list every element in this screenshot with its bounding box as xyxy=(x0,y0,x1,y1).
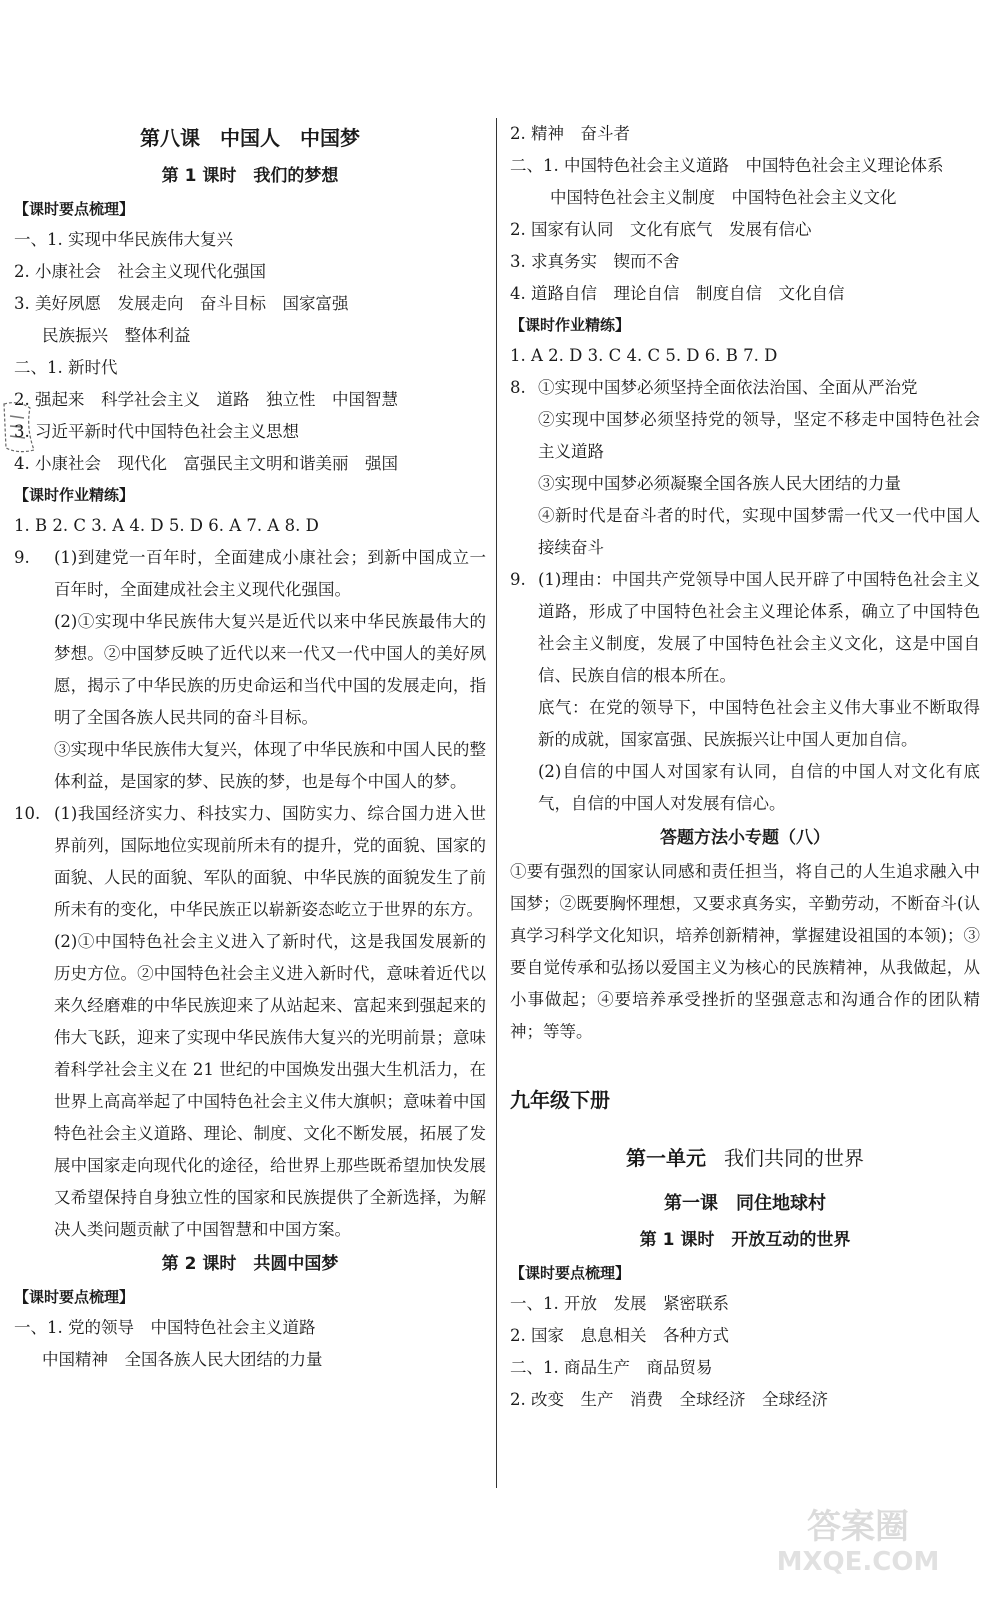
period-heading: 第 2 课时 共圆中国梦 xyxy=(161,1254,339,1274)
answer-paragraph: 底气：在党的领导下，中国特色社会主义伟大事业不断取得新的成就，国家富强、民族振兴让中国人更加自信。 xyxy=(538,698,980,749)
point-line: 2. 国家有认同 文化有底气 发展有信心 xyxy=(510,220,812,239)
answer-q9 xyxy=(14,542,486,798)
point-line: 3. 习近平新时代中国特色社会主义思想 xyxy=(14,422,299,441)
grade-heading: 九年级下册 xyxy=(510,1088,610,1112)
section-label: 【课时要点梳理】 xyxy=(14,200,135,218)
answer-paragraph: (2)①实现中华民族伟大复兴是近代以来中华民族最伟大的梦想。②中国梦反映了近代以来一代又一代中国人的美好夙愿，揭示了中华民族的历史命运和当代中国的发展走向，指明了全国各族人民共同的奋斗目标。 xyxy=(54,612,486,727)
column-divider xyxy=(496,118,497,1488)
point-line: 3. 美好夙愿 发展走向 奋斗目标 国家富强 xyxy=(14,294,349,313)
point-line: 二、1. 中国特色社会主义道路 中国特色社会主义理论体系 xyxy=(510,156,944,175)
watermark-logo xyxy=(738,1498,978,1578)
unit-name: 我们共同的世界 xyxy=(724,1146,864,1170)
question-number: 9. xyxy=(14,548,30,567)
svg-text:MXQE.COM: MXQE.COM xyxy=(776,1547,940,1577)
lesson-heading: 第一课 同住地球村 xyxy=(664,1193,826,1214)
point-line: 4. 小康社会 现代化 富强民主文明和谐美丽 强国 xyxy=(14,454,398,473)
answer-paragraph: ③实现中华民族伟大复兴，体现了中华民族和中国人民的整体利益，是国家的梦、民族的梦，也是每个中国人的梦。 xyxy=(54,740,486,791)
answer-paragraph: (2)自信的中国人对国家有认同，自信的中国人对文化有底气，自信的中国人对发展有信心。 xyxy=(538,762,980,813)
lesson-heading: 第八课 中国人 中国梦 xyxy=(140,126,360,150)
answer-paragraph: ④新时代是奋斗者的时代，实现中国梦需一代又一代中国人接续奋斗 xyxy=(538,506,980,557)
svg-text:答案圈: 答案圈 xyxy=(807,1507,909,1547)
answer-paragraph: ③实现中国梦必须凝聚全国各族人民大团结的力量 xyxy=(538,474,901,493)
point-line: 一、1. 实现中华民族伟大复兴 xyxy=(14,230,233,249)
point-line: 2. 小康社会 社会主义现代化强国 xyxy=(14,262,266,281)
point-line: 2. 精神 奋斗者 xyxy=(510,124,630,143)
point-line: 3. 求真务实 锲而不舍 xyxy=(510,252,680,271)
unit-heading xyxy=(510,1130,980,1186)
answer-paragraph: ①实现中国梦必须坚持全面依法治国、全面从严治党 xyxy=(538,378,918,397)
point-line: 2. 国家 息息相关 各种方式 xyxy=(510,1326,729,1345)
point-line: 中国特色社会主义制度 中国特色社会主义文化 xyxy=(550,188,897,207)
answer-q10 xyxy=(14,798,486,1246)
period-heading: 第 1 课时 我们的梦想 xyxy=(161,166,339,186)
left-column xyxy=(14,118,486,1376)
answer-q8 xyxy=(510,372,980,564)
answer-paragraph: (1)到建党一百年时，全面建成小康社会；到新中国成立一百年时，全面建成社会主义现代化强国。 xyxy=(54,548,486,599)
answer-paragraph: (1)理由：中国共产党领导中国人民开辟了中国特色社会主义道路，形成了中国特色社会主义理论体系，确立了中国特色社会主义制度，发展了中国特色社会主义文化，这是中国自信、民族自信的根本所在。 xyxy=(538,570,980,685)
question-number: 10. xyxy=(14,804,41,823)
right-column xyxy=(510,118,980,1416)
method-paragraph: ①要有强烈的国家认同感和责任担当，将自己的人生追求融入中国梦；②既要胸怀理想，又要求真务实，辛勤劳动，不断奋斗(认真学习科学文化知识，培养创新精神，掌握建设祖国的本领)；③要自觉传承和弘扬以爱国主义为核心的民族精神，从我做起，从小事做起；④要培养承受挫折的坚强意志和沟通合作的团队精神；等等。 xyxy=(510,862,980,1041)
question-number: 9. xyxy=(510,570,526,589)
point-line: 二、1. 商品生产 商品贸易 xyxy=(510,1358,713,1377)
question-number: 8. xyxy=(510,378,526,397)
unit-number: 第一单元 xyxy=(626,1146,706,1170)
section-label: 【课时作业精练】 xyxy=(510,316,631,334)
answer-paragraph: ②实现中国梦必须坚持党的领导，坚定不移走中国特色社会主义道路 xyxy=(538,410,980,461)
point-line: 民族振兴 整体利益 xyxy=(42,326,191,345)
answer-paragraph: (2)①中国特色社会主义进入了新时代，这是我国发展新的历史方位。②中国特色社会主义进入新时代，意味着近代以来久经磨难的中华民族迎来了从站起来、富起来到强起来的伟大飞跃，迎来了实现中华民族伟大复兴的光明前景；意味着科学社会主义在 21 世纪的中国焕发出强大生机活力，在世界上高高举起了中国特色社会主义伟大旗帜；意味着中国特色社会主义道路、理论、制度、文化不断发展，拓展了发展中国家走向现代化的途径，给世界上那些既希望加快发展又希望保持自身独立性的国家和民族提供了全新选择，为解决人类问题贡献了中国智慧和中国方案。 xyxy=(54,932,486,1239)
answer-paragraph: (1)我国经济实力、科技实力、国防实力、综合国力进入世界前列，国际地位实现前所未有的提升，党的面貌、国家的面貌、人民的面貌、军队的面貌、中华民族的面貌发生了前所未有的变化，中华民族正以崭新姿态屹立于世界的东方。 xyxy=(54,804,486,919)
mc-answers: 1. A 2. D 3. C 4. C 5. D 6. B 7. D xyxy=(510,346,778,365)
point-line: 二、1. 新时代 xyxy=(14,358,118,377)
point-line: 2. 改变 生产 消费 全球经济 全球经济 xyxy=(510,1390,828,1409)
point-line: 中国精神 全国各族人民大团结的力量 xyxy=(42,1350,323,1369)
period-heading: 第 1 课时 开放互动的世界 xyxy=(639,1230,851,1250)
section-label: 【课时要点梳理】 xyxy=(510,1264,631,1282)
method-heading: 答题方法小专题（八） xyxy=(660,828,830,848)
answer-q9 xyxy=(510,564,980,820)
point-line: 4. 道路自信 理论自信 制度自信 文化自信 xyxy=(510,284,845,303)
section-label: 【课时作业精练】 xyxy=(14,486,135,504)
point-line: 一、1. 开放 发展 紧密联系 xyxy=(510,1294,729,1313)
mc-answers: 1. B 2. C 3. A 4. D 5. D 6. A 7. A 8. D xyxy=(14,516,319,535)
point-line: 2. 强起来 科学社会主义 道路 独立性 中国智慧 xyxy=(14,390,398,409)
point-line: 一、1. 党的领导 中国特色社会主义道路 xyxy=(14,1318,316,1337)
section-label: 【课时要点梳理】 xyxy=(14,1288,135,1306)
